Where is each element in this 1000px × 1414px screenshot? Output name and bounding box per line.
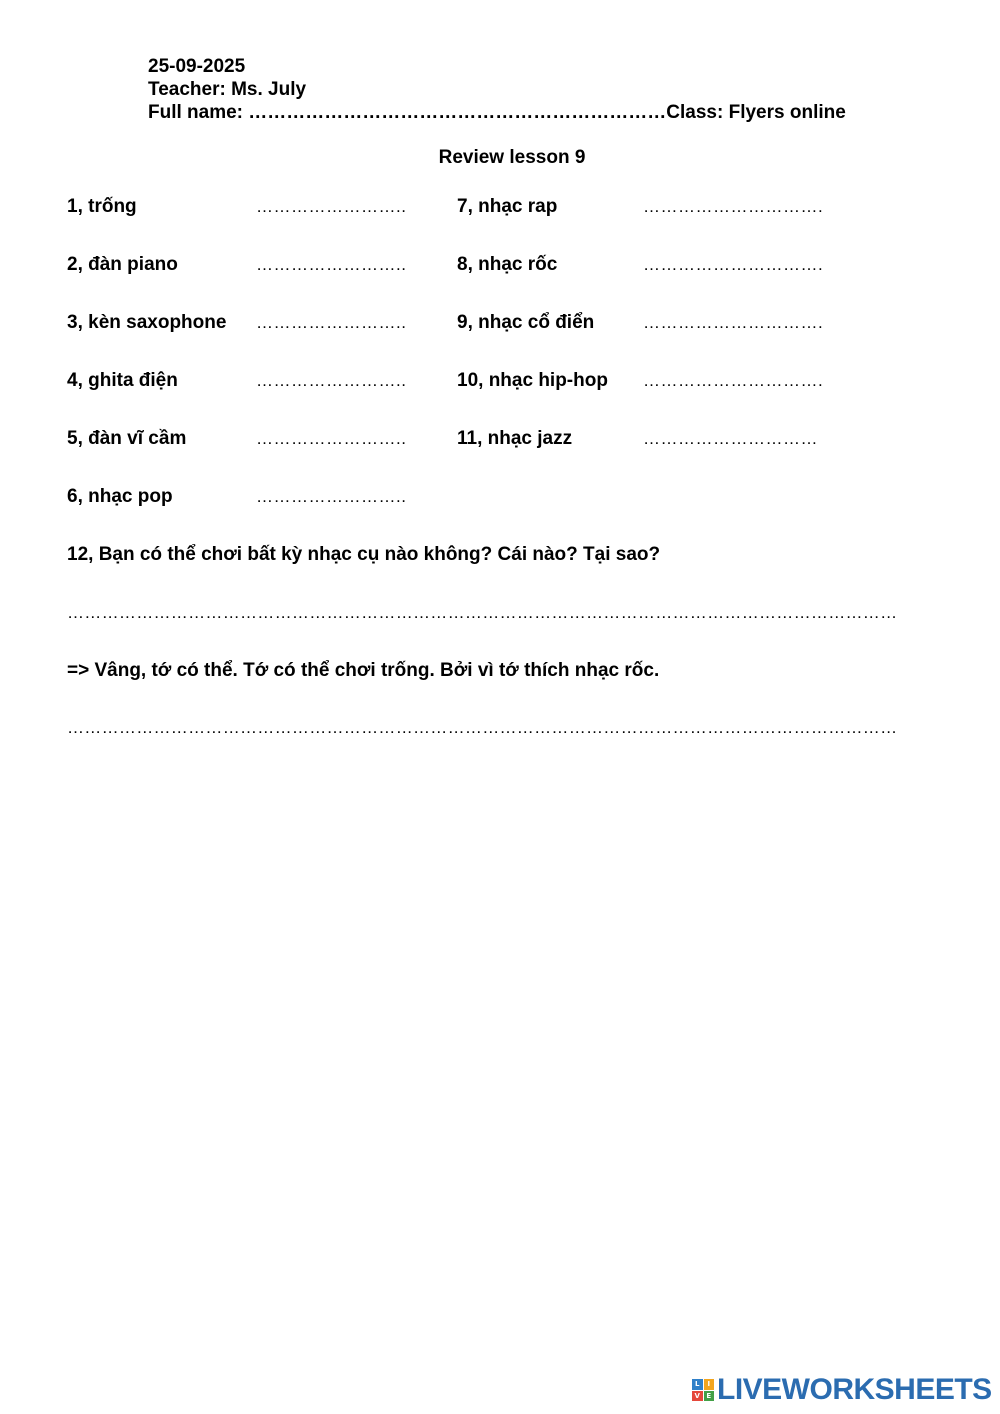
answer-blank[interactable]: ……………………..	[256, 313, 407, 332]
logo-text: LIVEWORKSHEETS	[717, 1373, 992, 1406]
liveworksheets-logo-icon	[692, 1379, 714, 1401]
logo-icon-letter: L	[692, 1379, 703, 1390]
item-label: 3, kèn saxophone	[67, 312, 227, 333]
answer-blank[interactable]: ……………………..	[256, 197, 407, 216]
item-label: 6, nhạc pop	[67, 486, 173, 507]
item-label: 8, nhạc rốc	[457, 254, 558, 275]
answer-blank[interactable]: ………………………….	[643, 255, 824, 274]
item-label: 1, trống	[67, 196, 137, 217]
item-label: 7, nhạc rap	[457, 196, 558, 217]
answer-blank[interactable]: ………………………….	[643, 197, 824, 216]
item-label: 11, nhạc jazz	[457, 428, 573, 449]
item-label: 5, đàn vĩ cầm	[67, 428, 187, 449]
teacher-text: Teacher: Ms. July	[148, 79, 307, 100]
logo-icon-letter: E	[704, 1391, 715, 1402]
sample-answer-text: => Vâng, tớ có thể. Tớ có thể chơi trống. Bởi vì tớ thích nhạc rốc.	[67, 660, 660, 681]
answer-blank[interactable]: …………………………	[643, 429, 818, 448]
answer-blank[interactable]: ……………………..	[256, 371, 407, 390]
item-label: 9, nhạc cổ điển	[457, 312, 595, 333]
answer-blank[interactable]: ……………………..	[256, 255, 407, 274]
item-label: 2, đàn piano	[67, 254, 178, 275]
liveworksheets-logo	[692, 1374, 992, 1406]
answer-blank[interactable]: ……………………..	[256, 429, 407, 448]
item-label: 4, ghita điện	[67, 370, 178, 391]
answer-blank-long[interactable]: ………………………………………………………………………………………………………………………………	[67, 603, 898, 622]
question-text: 12, Bạn có thể chơi bất kỳ nhạc cụ nào không? Cái nào? Tại sao?	[67, 544, 661, 565]
answer-blank-long[interactable]: ………………………………………………………………………………………………………………………………	[67, 718, 898, 737]
answer-blank[interactable]: ……………………..	[256, 487, 407, 506]
date-text: 25-09-2025	[148, 56, 246, 77]
worksheet-title: Review lesson 9	[438, 147, 586, 168]
answer-blank[interactable]: ………………………….	[643, 371, 824, 390]
logo-icon-letter: I	[704, 1379, 715, 1390]
answer-blank[interactable]: ………………………….	[643, 313, 824, 332]
logo-icon-letter: V	[692, 1391, 703, 1402]
item-label: 10, nhạc hip-hop	[457, 370, 608, 391]
fullname-class-line: Full name: …………………………………………………………Class: Flyers online	[148, 102, 846, 123]
worksheet-header	[148, 55, 846, 124]
